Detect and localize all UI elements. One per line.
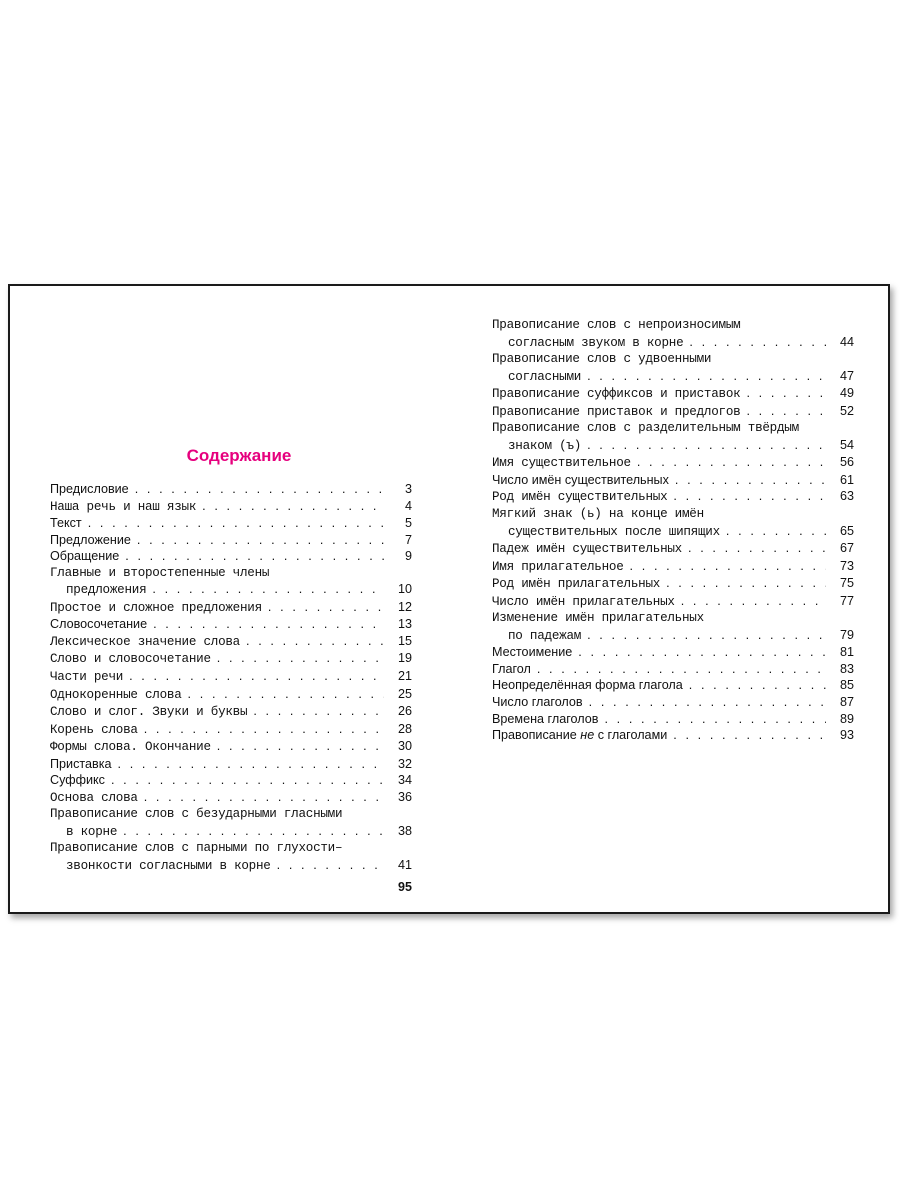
toc-entry-text: Число имён существительных bbox=[492, 472, 669, 487]
toc-page-number: 47 bbox=[839, 368, 854, 383]
toc-entry-text: Неопределённая форма глагола bbox=[492, 678, 683, 693]
toc-entry-text: Имя существительное bbox=[492, 456, 631, 471]
toc-left-column bbox=[50, 481, 412, 875]
toc-page-number: 28 bbox=[397, 721, 412, 736]
leader-dots bbox=[630, 558, 826, 575]
leader-dots bbox=[268, 599, 384, 616]
toc-entry-text: Падеж имён существительных bbox=[492, 542, 682, 557]
leader-dots bbox=[666, 575, 826, 592]
toc-page-number: 7 bbox=[404, 532, 412, 547]
toc-entry-text: Слово и слог. Звуки и буквы bbox=[50, 705, 248, 720]
toc-entry-text: Число имён прилагательных bbox=[492, 594, 675, 609]
toc-entry bbox=[50, 616, 412, 633]
contents-title: Содержание bbox=[186, 446, 292, 465]
leader-dots bbox=[637, 454, 826, 471]
toc-entry bbox=[492, 727, 854, 744]
toc-entry bbox=[492, 661, 854, 678]
toc-entry-text: Правописание суффиксов и приставок bbox=[492, 387, 741, 402]
toc-entry-text: Формы слова. Окончание bbox=[50, 740, 211, 755]
leader-dots bbox=[688, 540, 826, 557]
leader-dots bbox=[578, 644, 826, 661]
toc-entry-text: согласными bbox=[508, 369, 582, 384]
leader-dots bbox=[689, 677, 826, 694]
leader-dots bbox=[746, 403, 826, 420]
toc-page-number: 30 bbox=[397, 739, 412, 754]
toc-entry-text: Основа слова bbox=[50, 790, 138, 805]
toc-entry-text: Местоимение bbox=[492, 645, 573, 660]
toc-page-number: 87 bbox=[839, 695, 854, 710]
toc-page-number: 67 bbox=[839, 541, 854, 556]
toc-page-number: 54 bbox=[839, 437, 854, 452]
toc-entry bbox=[50, 498, 412, 516]
toc-entry-text: Приставка bbox=[50, 756, 112, 771]
leader-dots bbox=[123, 823, 384, 840]
leader-dots bbox=[217, 738, 384, 755]
toc-entry-text: Предложение bbox=[50, 532, 131, 547]
toc-page-number: 38 bbox=[397, 823, 412, 838]
leader-dots bbox=[746, 385, 826, 402]
leader-dots bbox=[587, 368, 826, 385]
toc-entry-text: Текст bbox=[50, 516, 82, 531]
toc-entry bbox=[50, 668, 412, 686]
leader-dots bbox=[111, 772, 384, 789]
toc-entry-text-italic: не bbox=[580, 728, 595, 743]
toc-entry bbox=[50, 772, 412, 789]
toc-entry bbox=[50, 721, 412, 739]
leader-dots bbox=[118, 756, 385, 773]
leader-dots bbox=[587, 437, 826, 454]
leader-dots bbox=[144, 721, 384, 738]
leader-dots bbox=[125, 548, 384, 565]
toc-entry-text: Правописание слов с удвоенными bbox=[492, 352, 712, 367]
toc-entry bbox=[50, 599, 412, 617]
leader-dots bbox=[135, 481, 384, 498]
toc-entry-text: Род имён прилагательных bbox=[492, 577, 661, 592]
toc-entry bbox=[492, 694, 854, 711]
toc-page-number: 75 bbox=[839, 576, 854, 591]
toc-entry bbox=[492, 506, 854, 540]
toc-page-number: 19 bbox=[397, 651, 412, 666]
toc-entry bbox=[50, 738, 412, 756]
toc-page-number: 73 bbox=[839, 558, 854, 573]
toc-entry-text-part: с глаголами bbox=[597, 728, 668, 743]
toc-entry-text: Главные и второстепенные члены bbox=[50, 565, 270, 580]
toc-entry-text: знаком (ъ) bbox=[508, 438, 582, 453]
toc-entry-text: согласным звуком в корне bbox=[508, 335, 684, 350]
toc-entry-text: Однокоренные слова bbox=[50, 687, 182, 702]
toc-entry bbox=[50, 532, 412, 549]
toc-entry-text: Правописание слов с парными по глухости– bbox=[50, 841, 343, 856]
toc-page-number: 61 bbox=[839, 472, 854, 487]
toc-entry-text: Изменение имён прилагательных bbox=[492, 611, 704, 626]
toc-entry bbox=[492, 420, 854, 454]
toc-page-number: 5 bbox=[404, 516, 412, 531]
toc-page-number: 49 bbox=[839, 386, 854, 401]
toc-entry bbox=[50, 565, 412, 599]
toc-entry bbox=[492, 403, 854, 421]
toc-entry-text-part: Правописание bbox=[492, 728, 577, 743]
toc-entry bbox=[492, 558, 854, 576]
toc-page-number: 15 bbox=[397, 633, 412, 648]
toc-entry-text: Времена глаголов bbox=[492, 711, 599, 726]
leader-dots bbox=[137, 532, 384, 549]
toc-entry bbox=[50, 686, 412, 704]
leader-dots bbox=[689, 334, 826, 351]
toc-entry bbox=[492, 454, 854, 472]
toc-page-number: 12 bbox=[397, 599, 412, 614]
toc-entry-text: Правописание слов с непроизносимым bbox=[492, 318, 741, 332]
toc-entry-text: Словосочетание bbox=[50, 617, 148, 632]
toc-entry-text: Наша речь и наш язык bbox=[50, 499, 197, 514]
toc-entry-text: Глагол bbox=[492, 661, 531, 676]
toc-page-number: 41 bbox=[397, 858, 412, 873]
toc-page-number: 44 bbox=[839, 334, 854, 349]
leader-dots bbox=[673, 488, 826, 505]
toc-page-number: 56 bbox=[839, 455, 854, 470]
toc-page-number: 26 bbox=[397, 704, 412, 719]
toc-entry-text: Предисловие bbox=[50, 482, 129, 496]
leader-dots bbox=[726, 523, 826, 540]
toc-page-number: 4 bbox=[404, 498, 412, 513]
toc-page-number: 89 bbox=[839, 711, 854, 726]
book-spread bbox=[8, 284, 890, 914]
toc-entry-text: в корне bbox=[66, 824, 118, 839]
toc-page-number: 65 bbox=[839, 523, 854, 538]
leader-dots bbox=[188, 686, 384, 703]
leader-dots bbox=[681, 593, 826, 610]
toc-entry bbox=[492, 575, 854, 593]
toc-entry-text: Части речи bbox=[50, 670, 124, 685]
leader-dots bbox=[589, 694, 826, 711]
leader-dots bbox=[253, 703, 384, 720]
toc-page-number: 21 bbox=[397, 669, 412, 684]
leader-dots bbox=[202, 498, 384, 515]
toc-entry-text: Слово и словосочетание bbox=[50, 652, 211, 667]
toc-entry-text: звонкости согласными в корне bbox=[66, 859, 271, 874]
leader-dots bbox=[587, 627, 826, 644]
leader-dots bbox=[277, 857, 384, 874]
toc-page-number: 77 bbox=[839, 593, 854, 608]
leader-dots bbox=[88, 515, 384, 532]
toc-entry bbox=[50, 789, 412, 807]
toc-entry-text: по падежам bbox=[508, 628, 582, 643]
toc-entry-text: Правописание слов с разделительным твёрдым bbox=[492, 421, 799, 436]
toc-entry bbox=[50, 633, 412, 651]
toc-entry bbox=[492, 711, 854, 728]
leader-dots bbox=[152, 581, 384, 598]
leader-dots bbox=[604, 711, 826, 728]
toc-entry bbox=[492, 317, 854, 351]
toc-entry bbox=[492, 385, 854, 403]
page-number: 95 bbox=[398, 880, 412, 894]
toc-page-number: 83 bbox=[839, 661, 854, 676]
toc-page-number: 3 bbox=[404, 482, 412, 496]
toc-entry-text: Суффикс bbox=[50, 773, 105, 788]
toc-page-number: 85 bbox=[839, 678, 854, 693]
toc-page-number: 52 bbox=[839, 403, 854, 418]
leader-dots bbox=[246, 633, 384, 650]
toc-entry bbox=[492, 644, 854, 661]
leader-dots bbox=[673, 727, 826, 744]
toc-entry-text: Обращение bbox=[50, 549, 120, 564]
toc-page-number: 10 bbox=[397, 582, 412, 597]
toc-entry bbox=[492, 677, 854, 694]
toc-entry bbox=[492, 610, 854, 644]
toc-entry-text: Род имён существительных bbox=[492, 490, 668, 505]
toc-entry bbox=[492, 593, 854, 611]
toc-entry bbox=[50, 481, 412, 498]
leader-dots bbox=[144, 789, 384, 806]
toc-entry-text: предложения bbox=[66, 583, 147, 598]
toc-page-number: 9 bbox=[404, 549, 412, 564]
toc-page-number: 93 bbox=[839, 728, 854, 743]
toc-entry-text: Простое и сложное предложения bbox=[50, 600, 262, 615]
toc-entry bbox=[50, 515, 412, 532]
toc-page-number: 79 bbox=[839, 627, 854, 642]
toc-page-number: 36 bbox=[397, 789, 412, 804]
leader-dots bbox=[217, 650, 384, 667]
toc-entry bbox=[50, 703, 412, 721]
toc-page-number: 25 bbox=[397, 686, 412, 701]
toc-entry-text: Мягкий знак (ь) на конце имён bbox=[492, 507, 704, 522]
toc-entry bbox=[492, 472, 854, 489]
leader-dots bbox=[537, 661, 826, 678]
leader-dots bbox=[675, 472, 826, 489]
toc-entry-text bbox=[492, 727, 667, 744]
toc-entry-text: Правописание приставок и предлогов bbox=[492, 404, 741, 419]
toc-entry-text: Правописание слов с безударными гласными bbox=[50, 807, 343, 822]
toc-entry bbox=[492, 351, 854, 385]
leader-dots bbox=[129, 668, 384, 685]
toc-entry-text: Число глаголов bbox=[492, 695, 583, 710]
toc-entry bbox=[492, 488, 854, 506]
toc-entry bbox=[50, 806, 412, 840]
toc-page-number: 32 bbox=[397, 756, 412, 771]
toc-page-number: 81 bbox=[839, 645, 854, 660]
toc-right-column bbox=[492, 317, 854, 744]
toc-page-number: 34 bbox=[397, 773, 412, 788]
toc-entry bbox=[50, 840, 412, 874]
toc-page-number: 63 bbox=[839, 489, 854, 504]
toc-entry-text: Корень слова bbox=[50, 722, 138, 737]
leader-dots bbox=[153, 616, 384, 633]
toc-entry-text: существительных после шипящих bbox=[508, 524, 720, 539]
toc-entry bbox=[492, 540, 854, 558]
toc-entry-text: Лексическое значение слова bbox=[50, 634, 240, 649]
toc-entry bbox=[50, 548, 412, 565]
toc-entry-text: Имя прилагательное bbox=[492, 559, 624, 574]
toc-entry bbox=[50, 756, 412, 773]
toc-page-number: 13 bbox=[397, 617, 412, 632]
toc-entry bbox=[50, 650, 412, 668]
